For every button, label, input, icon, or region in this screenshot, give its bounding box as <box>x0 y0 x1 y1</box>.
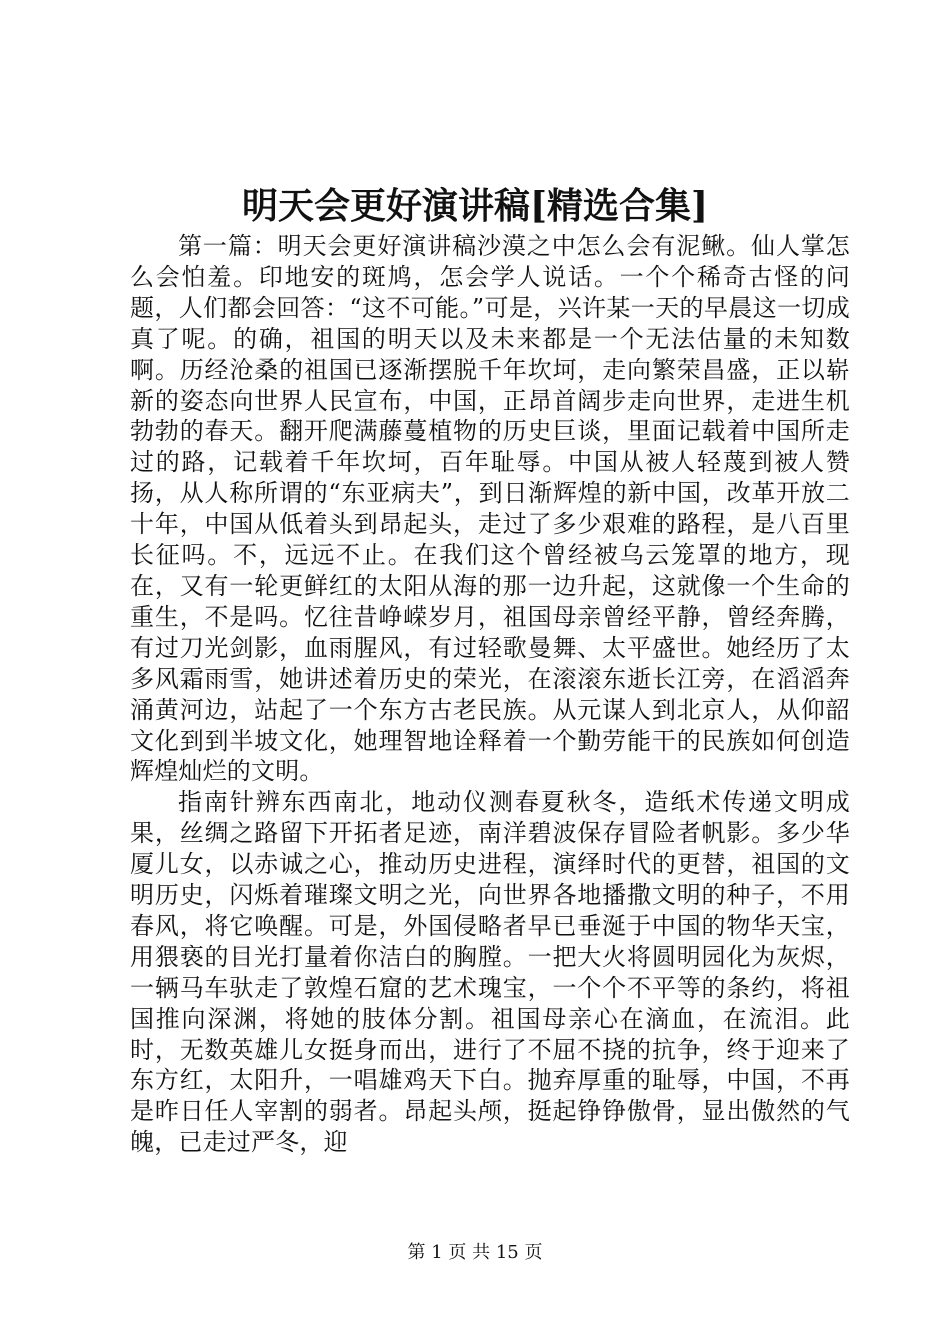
paragraph-2: 指南针辨东西南北，地动仪测春夏秋冬，造纸术传递文明成果，丝绸之路留下开拓者足迹，南洋碧波保存冒险者帆影。多少华厦儿女，以赤诚之心，推动历史进程，演绎时代的更替，祖国的文明历史，闪烁着璀璨文明之光，向世界各地播撒文明的种子，不用春风，将它唤醒。可是，外国侵略者早已垂涎于中国的物华天宝，用猥亵的目光打量着你洁白的胸膛。一把大火将圆明园化为灰烬，一辆马车驮走了敦煌石窟的艺术瑰宝，一个个不平等的条约，将祖国推向深渊，将她的肢体分割。祖国母亲心在滴血，在流泪。此时，无数英雄儿女挺身而出，进行了不屈不挠的抗争，终于迎来了东方红，太阳升，一唱雄鸡天下白。抛弃厚重的耻辱，中国，不再是昨日任人宰割的弱者。昂起头颅，挺起铮铮傲骨，显出傲然的气魄，已走过严冬，迎 <box>130 788 850 1157</box>
document-title: 明天会更好演讲稿[精选合集] <box>241 185 709 227</box>
paragraph-1: 第一篇：明天会更好演讲稿沙漠之中怎么会有泥鳅。仙人掌怎么会怕羞。印地安的斑鸠，怎会学人说话。一个个稀奇古怪的问题，人们都会回答：“这不可能。”可是，兴许某一天的早晨这一切成真了呢。的确，祖国的明天以及未来都是一个无法估量的未知数啊。历经沧桑的祖国已逐渐摆脱千年坎坷，走向繁荣昌盛，正以崭新的姿态向世界人民宣布，中国，正昂首阔步走向世界，走进生机勃勃的春天。翻开爬满藤蔓植物的历史巨谈，里面记载着中国所走过的路，记载着千年坎坷，百年耻辱。中国从被人轻蔑到被人赞扬，从人称所谓的“东亚病夫”，到日渐辉煌的新中国，改革开放二十年，中国从低着头到昂起头，走过了多少艰难的路程，是八百里长征吗。不，远远不止。在我们这个曾经被乌云笼罩的地方，现在，又有一轮更鲜红的太阳从海的那一边升起，这就像一个生命的重生，不是吗。忆往昔峥嵘岁月，祖国母亲曾经平静，曾经奔腾，有过刀光剑影，血雨腥风，有过轻歌曼舞、太平盛世。她经历了太多风霜雨雪，她讲述着历史的荣光，在滚滚东逝长江旁，在滔滔奔涌黄河边，站起了一个东方古老民族。从元谋人到北京人，从仰韶文化到到半坡文化，她理智地诠释着一个勤劳能干的民族如何创造辉煌灿烂的文明。 <box>130 232 850 786</box>
document-body <box>130 231 850 1158</box>
page-footer: 第 1 页 共 15 页 <box>407 1242 543 1263</box>
